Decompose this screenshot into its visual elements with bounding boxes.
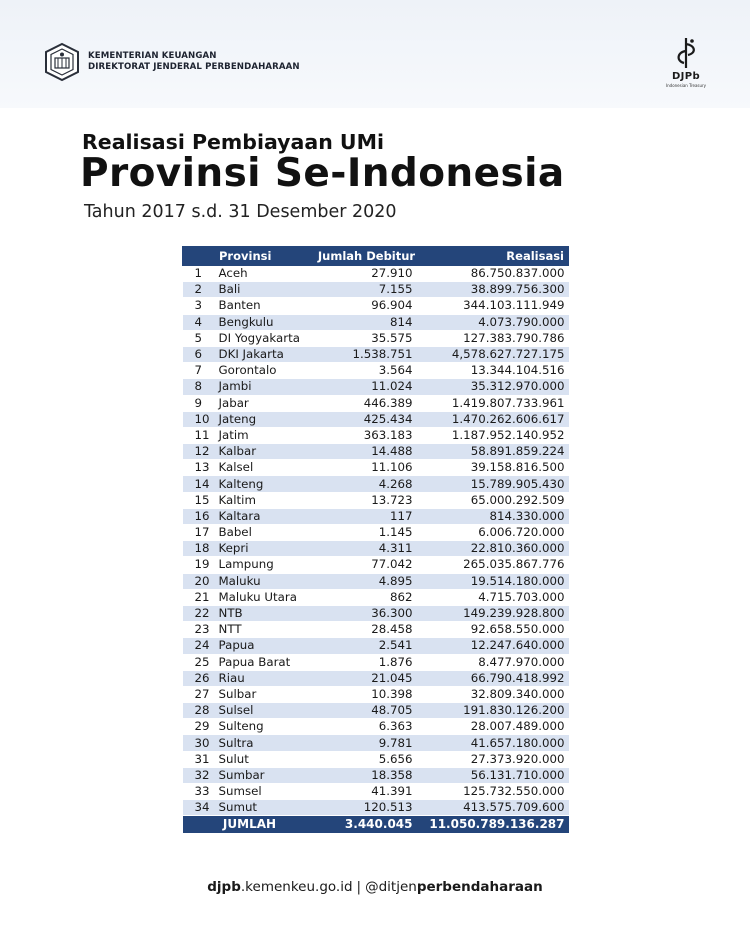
row-realization: 35.312.970.000 bbox=[417, 379, 569, 395]
row-province: Kaltim bbox=[217, 492, 317, 508]
row-debtors: 4.311 bbox=[317, 541, 417, 557]
table-row bbox=[183, 346, 569, 362]
table-row bbox=[183, 703, 569, 719]
table-row bbox=[183, 460, 569, 476]
table-row bbox=[183, 525, 569, 541]
row-province: Kalbar bbox=[217, 444, 317, 460]
row-debtors: 425.434 bbox=[317, 411, 417, 427]
row-number: 31 bbox=[183, 751, 217, 767]
row-province: Jateng bbox=[217, 411, 317, 427]
row-debtors: 363.183 bbox=[317, 427, 417, 443]
table-row bbox=[183, 670, 569, 686]
row-number: 20 bbox=[183, 573, 217, 589]
row-realization: 32.809.340.000 bbox=[417, 686, 569, 702]
row-number: 7 bbox=[183, 363, 217, 379]
row-debtors: 35.575 bbox=[317, 330, 417, 346]
row-province: Jatim bbox=[217, 427, 317, 443]
table-row bbox=[183, 541, 569, 557]
total-label: JUMLAH bbox=[183, 816, 317, 834]
row-realization: 191.830.126.200 bbox=[417, 703, 569, 719]
row-number: 12 bbox=[183, 444, 217, 460]
row-province: Riau bbox=[217, 670, 317, 686]
row-debtors: 9.781 bbox=[317, 735, 417, 751]
social-prefix: @ditjen bbox=[365, 879, 417, 895]
row-province: Sulsel bbox=[217, 703, 317, 719]
org-line-2: DIREKTORAT JENDERAL PERBENDAHARAAN bbox=[88, 62, 300, 72]
row-province: Banten bbox=[217, 298, 317, 314]
table-row bbox=[183, 363, 569, 379]
row-number: 26 bbox=[183, 670, 217, 686]
row-province: Papua bbox=[217, 638, 317, 654]
row-realization: 27.373.920.000 bbox=[417, 751, 569, 767]
table-row bbox=[183, 719, 569, 735]
org-header bbox=[42, 42, 300, 82]
row-realization: 86.750.837.000 bbox=[417, 266, 569, 282]
row-debtors: 3.564 bbox=[317, 363, 417, 379]
row-debtors: 36.300 bbox=[317, 605, 417, 621]
row-province: Sulbar bbox=[217, 686, 317, 702]
row-realization: 1.419.807.733.961 bbox=[417, 395, 569, 411]
row-number: 6 bbox=[183, 346, 217, 362]
row-province: Bengkulu bbox=[217, 314, 317, 330]
table-row bbox=[183, 573, 569, 589]
row-realization: 4.073.790.000 bbox=[417, 314, 569, 330]
row-debtors: 21.045 bbox=[317, 670, 417, 686]
row-province: Sumut bbox=[217, 800, 317, 816]
row-province: Babel bbox=[217, 525, 317, 541]
table-row bbox=[183, 589, 569, 605]
table-row bbox=[183, 395, 569, 411]
row-realization: 265.035.867.776 bbox=[417, 557, 569, 573]
row-debtors: 6.363 bbox=[317, 719, 417, 735]
row-debtors: 10.398 bbox=[317, 686, 417, 702]
header-no bbox=[183, 247, 217, 266]
table-row bbox=[183, 508, 569, 524]
table-header-row bbox=[183, 247, 569, 266]
row-realization: 4,578.627.727.175 bbox=[417, 346, 569, 362]
row-number: 21 bbox=[183, 589, 217, 605]
row-province: NTB bbox=[217, 605, 317, 621]
row-province: Sultra bbox=[217, 735, 317, 751]
row-debtors: 1.538.751 bbox=[317, 346, 417, 362]
table-row bbox=[183, 282, 569, 298]
row-debtors: 11.106 bbox=[317, 460, 417, 476]
row-debtors: 7.155 bbox=[317, 282, 417, 298]
row-realization: 66.790.418.992 bbox=[417, 670, 569, 686]
row-province: Maluku bbox=[217, 573, 317, 589]
row-debtors: 120.513 bbox=[317, 800, 417, 816]
row-number: 8 bbox=[183, 379, 217, 395]
row-debtors: 14.488 bbox=[317, 444, 417, 460]
row-debtors: 1.876 bbox=[317, 654, 417, 670]
row-province: Sumbar bbox=[217, 767, 317, 783]
website-rest: .kemenkeu.go.id bbox=[240, 879, 353, 895]
table-row bbox=[183, 411, 569, 427]
row-number: 5 bbox=[183, 330, 217, 346]
row-realization: 12.247.640.000 bbox=[417, 638, 569, 654]
row-number: 18 bbox=[183, 541, 217, 557]
row-number: 11 bbox=[183, 427, 217, 443]
row-realization: 127.383.790.786 bbox=[417, 330, 569, 346]
row-number: 34 bbox=[183, 800, 217, 816]
table-row bbox=[183, 298, 569, 314]
row-number: 29 bbox=[183, 719, 217, 735]
table-row bbox=[183, 784, 569, 800]
row-debtors: 862 bbox=[317, 589, 417, 605]
row-number: 2 bbox=[183, 282, 217, 298]
row-debtors: 28.458 bbox=[317, 622, 417, 638]
row-number: 16 bbox=[183, 508, 217, 524]
row-province: Jambi bbox=[217, 379, 317, 395]
row-debtors: 117 bbox=[317, 508, 417, 524]
row-realization: 92.658.550.000 bbox=[417, 622, 569, 638]
table-row bbox=[183, 686, 569, 702]
row-debtors: 11.024 bbox=[317, 379, 417, 395]
row-number: 33 bbox=[183, 784, 217, 800]
row-debtors: 27.910 bbox=[317, 266, 417, 282]
header-province: Provinsi bbox=[217, 247, 317, 266]
row-realization: 39.158.816.500 bbox=[417, 460, 569, 476]
row-debtors: 96.904 bbox=[317, 298, 417, 314]
row-number: 23 bbox=[183, 622, 217, 638]
footer-social[interactable] bbox=[365, 879, 543, 895]
row-province: Papua Barat bbox=[217, 654, 317, 670]
djpb-brand bbox=[662, 36, 710, 94]
table-row bbox=[183, 767, 569, 783]
row-debtors: 4.895 bbox=[317, 573, 417, 589]
realization-table bbox=[182, 246, 569, 834]
footer-separator: | bbox=[356, 879, 362, 895]
row-province: DKI Jakarta bbox=[217, 346, 317, 362]
title-line-1: Realisasi Pembiayaan UMi bbox=[82, 130, 385, 154]
row-number: 10 bbox=[183, 411, 217, 427]
row-number: 32 bbox=[183, 767, 217, 783]
row-number: 4 bbox=[183, 314, 217, 330]
row-number: 22 bbox=[183, 605, 217, 621]
website-bold: djpb bbox=[207, 879, 241, 895]
title-period: Tahun 2017 s.d. 31 Desember 2020 bbox=[84, 202, 397, 222]
row-number: 17 bbox=[183, 525, 217, 541]
row-province: Sumsel bbox=[217, 784, 317, 800]
table-row bbox=[183, 266, 569, 282]
row-realization: 344.103.111.949 bbox=[417, 298, 569, 314]
row-realization: 22.810.360.000 bbox=[417, 541, 569, 557]
row-realization: 58.891.859.224 bbox=[417, 444, 569, 460]
table-row bbox=[183, 638, 569, 654]
header-realization: Realisasi bbox=[417, 247, 569, 266]
row-realization: 413.575.709.600 bbox=[417, 800, 569, 816]
total-debtors: 3.440.045 bbox=[317, 816, 417, 834]
row-debtors: 48.705 bbox=[317, 703, 417, 719]
table-row bbox=[183, 735, 569, 751]
row-debtors: 4.268 bbox=[317, 476, 417, 492]
row-realization: 65.000.292.509 bbox=[417, 492, 569, 508]
row-realization: 56.131.710.000 bbox=[417, 767, 569, 783]
row-number: 1 bbox=[183, 266, 217, 282]
table-row bbox=[183, 622, 569, 638]
row-realization: 8.477.970.000 bbox=[417, 654, 569, 670]
brand-name: DJPb bbox=[671, 71, 701, 82]
table-row bbox=[183, 330, 569, 346]
row-debtors: 446.389 bbox=[317, 395, 417, 411]
ministry-emblem-icon bbox=[42, 42, 82, 82]
social-bold: perbendaharaan bbox=[416, 879, 543, 895]
row-number: 13 bbox=[183, 460, 217, 476]
row-realization: 149.239.928.800 bbox=[417, 605, 569, 621]
table-row bbox=[183, 654, 569, 670]
table-row bbox=[183, 476, 569, 492]
row-number: 27 bbox=[183, 686, 217, 702]
row-realization: 41.657.180.000 bbox=[417, 735, 569, 751]
row-number: 3 bbox=[183, 298, 217, 314]
table-row bbox=[183, 605, 569, 621]
page-title: Provinsi Se-Indonesia bbox=[80, 151, 565, 196]
row-number: 28 bbox=[183, 703, 217, 719]
table-row bbox=[183, 492, 569, 508]
footer-website[interactable] bbox=[207, 879, 352, 895]
table-row bbox=[183, 379, 569, 395]
row-debtors: 1.145 bbox=[317, 525, 417, 541]
row-number: 15 bbox=[183, 492, 217, 508]
brand-tagline: Indonesian Treasury bbox=[665, 83, 707, 88]
table-row bbox=[183, 557, 569, 573]
row-realization: 125.732.550.000 bbox=[417, 784, 569, 800]
row-realization: 38.899.756.300 bbox=[417, 282, 569, 298]
row-province: Sulut bbox=[217, 751, 317, 767]
footer bbox=[0, 879, 750, 895]
row-province: DI Yogyakarta bbox=[217, 330, 317, 346]
total-realization: 11.050.789.136.287 bbox=[417, 816, 569, 834]
row-number: 19 bbox=[183, 557, 217, 573]
org-line-1: KEMENTERIAN KEUANGAN bbox=[88, 51, 217, 61]
row-province: Kalteng bbox=[217, 476, 317, 492]
table-row bbox=[183, 800, 569, 816]
row-realization: 1.470.262.606.617 bbox=[417, 411, 569, 427]
row-realization: 1.187.952.140.952 bbox=[417, 427, 569, 443]
row-realization: 6.006.720.000 bbox=[417, 525, 569, 541]
header-debtors: Jumlah Debitur bbox=[317, 247, 417, 266]
row-realization: 28.007.489.000 bbox=[417, 719, 569, 735]
table-row bbox=[183, 751, 569, 767]
row-province: Kaltara bbox=[217, 508, 317, 524]
row-number: 9 bbox=[183, 395, 217, 411]
row-number: 24 bbox=[183, 638, 217, 654]
row-debtors: 77.042 bbox=[317, 557, 417, 573]
row-province: Gorontalo bbox=[217, 363, 317, 379]
row-province: Bali bbox=[217, 282, 317, 298]
row-debtors: 18.358 bbox=[317, 767, 417, 783]
row-realization: 13.344.104.516 bbox=[417, 363, 569, 379]
row-debtors: 814 bbox=[317, 314, 417, 330]
row-number: 30 bbox=[183, 735, 217, 751]
row-debtors: 13.723 bbox=[317, 492, 417, 508]
table-row bbox=[183, 427, 569, 443]
row-realization: 19.514.180.000 bbox=[417, 573, 569, 589]
row-debtors: 5.656 bbox=[317, 751, 417, 767]
row-number: 14 bbox=[183, 476, 217, 492]
row-realization: 4.715.703.000 bbox=[417, 589, 569, 605]
row-province: Kepri bbox=[217, 541, 317, 557]
row-province: Kalsel bbox=[217, 460, 317, 476]
table-total-row bbox=[183, 816, 569, 834]
row-province: Jabar bbox=[217, 395, 317, 411]
table-row bbox=[183, 444, 569, 460]
row-debtors: 2.541 bbox=[317, 638, 417, 654]
row-province: NTT bbox=[217, 622, 317, 638]
row-province: Lampung bbox=[217, 557, 317, 573]
row-realization: 15.789.905.430 bbox=[417, 476, 569, 492]
row-realization: 814.330.000 bbox=[417, 508, 569, 524]
row-province: Aceh bbox=[217, 266, 317, 282]
djpb-logo-icon bbox=[671, 36, 701, 70]
row-number: 25 bbox=[183, 654, 217, 670]
row-debtors: 41.391 bbox=[317, 784, 417, 800]
row-province: Maluku Utara bbox=[217, 589, 317, 605]
table-row bbox=[183, 314, 569, 330]
row-province: Sulteng bbox=[217, 719, 317, 735]
